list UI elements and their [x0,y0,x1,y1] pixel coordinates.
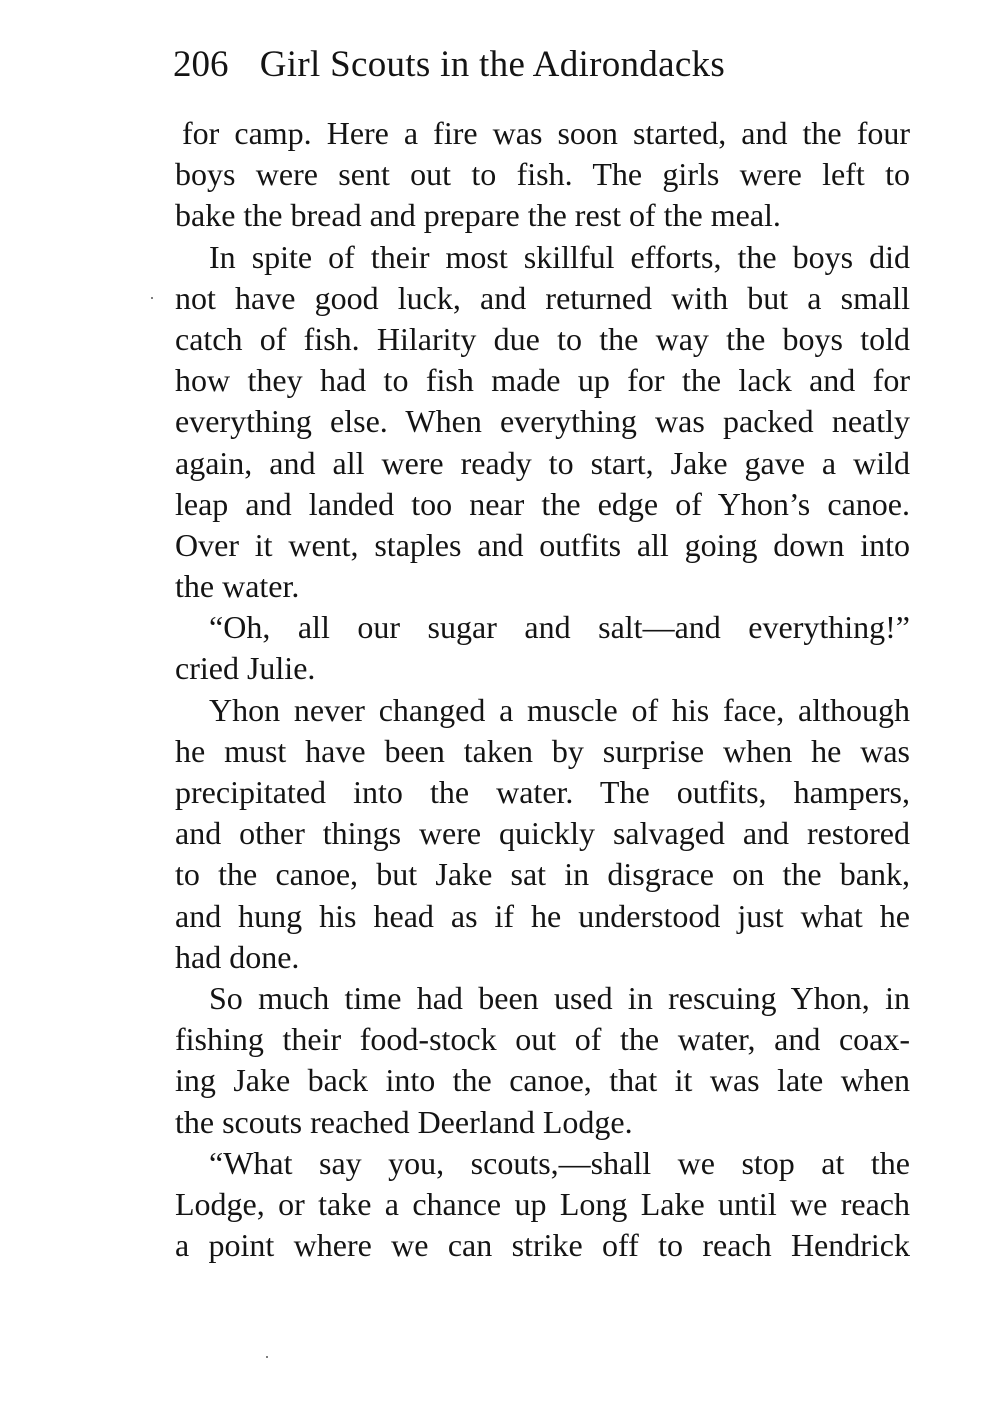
text-line: he must have been taken by surprise when he was [175,732,910,769]
paragraph [175,113,910,237]
text-line: the scouts reached Deerland Lodge. [175,1103,633,1140]
paragraph [175,607,910,689]
text-line: leap and landed too near the edge of Yhon’s canoe. [175,485,910,522]
text-line: So much time had been used in rescuing Yhon, in [209,979,910,1016]
text-line: fishing their food-stock out of the water, and coax- [175,1021,910,1058]
scan-speck [266,1356,268,1358]
text-line: and hung his head as if he understood just what he [175,897,910,934]
text-line: for camp. Here a fire was soon started, and the four [182,115,910,151]
text-line: Lodge, or take a chance up Long Lake until we reach [175,1185,910,1222]
text-line: catch of fish. Hilarity due to the way the boys told [175,320,910,357]
text-line: the water. [175,568,300,605]
paragraph [175,237,910,608]
text-line: ing Jake back into the canoe, that it was late when [175,1062,910,1099]
body-text [175,113,910,1266]
paragraph [175,1143,910,1267]
text-line: to the canoe, but Jake sat in disgrace on the bank, [175,856,910,893]
text-line: how they had to fish made up for the lack and for [175,362,910,399]
text-line: precipitated into the water. The outfits, hampers, [175,774,910,810]
page-number: 206 [173,44,229,85]
paragraph [175,978,910,1143]
running-title: Girl Scouts in the Adirondacks [259,44,726,85]
text-line: In spite of their most skillful efforts, the boys did [209,238,910,275]
text-line: Yhon never changed a muscle of his face, although [209,691,910,728]
text-line: had done. [175,938,300,975]
scan-speck [151,297,153,299]
text-line: “What say you, scouts,—shall we stop at the [209,1144,910,1181]
text-line: cried Julie. [175,650,316,687]
text-line: a point where we can strike off to reach Hendrick [175,1227,910,1264]
text-line: boys were sent out to fish. The girls were left to [175,156,910,193]
text-line: “Oh, all our sugar and salt—and everything!” [209,609,910,646]
text-line: not have good luck, and returned with but a small [175,279,910,316]
text-line: again, and all were ready to start, Jake gave a wild [175,444,910,481]
text-line: bake the bread and prepare the rest of the meal. [175,197,781,234]
paragraph [175,690,910,978]
page-header [173,40,913,90]
text-line: Over it went, staples and outfits all going down into [175,526,910,563]
text-line: and other things were quickly salvaged and restored [175,815,910,852]
text-line: everything else. When everything was packed neatly [175,403,910,440]
